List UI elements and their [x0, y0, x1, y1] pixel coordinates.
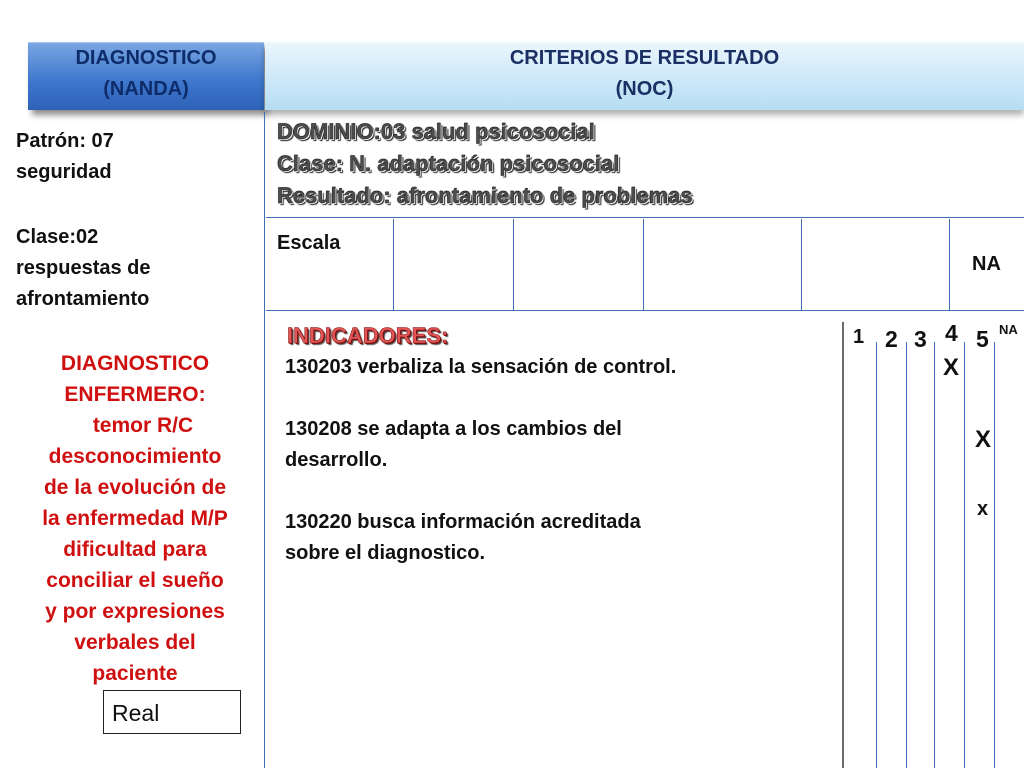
header-left-line1: DIAGNOSTICO	[75, 47, 217, 69]
header-diagnostico-nanda	[28, 42, 264, 110]
noc-dominio: DOMINIO:03 salud psicosocial	[277, 119, 595, 144]
scale-3: 3	[914, 326, 927, 352]
divider-scale-4	[964, 342, 965, 768]
divider-scale-1	[876, 342, 877, 768]
clase-block	[16, 222, 256, 315]
header-left-line2: (NANDA)	[103, 78, 189, 100]
header-right-line2: (NOC)	[615, 78, 674, 100]
patron-block	[16, 126, 256, 188]
noc-dominio-block	[277, 116, 1017, 212]
header-right-line1: CRITERIOS DE RESULTADO	[509, 47, 780, 69]
escala-na-label: NA	[972, 253, 1001, 275]
diag-line: DIAGNOSTICO	[60, 352, 210, 375]
divider-scale-3	[934, 342, 935, 768]
diag-line: dificultad para	[63, 538, 207, 561]
divider-left-column	[264, 112, 265, 768]
divider-escala-4	[801, 219, 802, 310]
mark-indicador-1: X	[943, 354, 960, 381]
divider-escala-bottom	[266, 310, 1024, 311]
patron-line2: seguridad	[16, 161, 112, 183]
divider-escala-2	[513, 219, 514, 310]
real-label-box	[103, 690, 241, 734]
escala-label: Escala	[277, 232, 341, 254]
mark-indicador-3: x	[977, 498, 989, 520]
diag-line: temor R/C	[92, 414, 194, 437]
diag-line: y por expresiones	[45, 600, 225, 623]
diag-line: desconocimiento	[48, 445, 222, 468]
real-label: Real	[112, 700, 160, 726]
clase-line1: Clase:02	[16, 226, 99, 248]
divider-indicadores-right	[842, 322, 844, 768]
indicador-item: 130203 verbaliza la sensación de control.	[285, 356, 677, 378]
diag-line: la enfermedad M/P	[42, 507, 228, 530]
indicador-item: 130220 busca información acreditada	[285, 511, 641, 533]
noc-clase: Clase: N. adaptación psicosocial	[277, 151, 620, 176]
noc-resultado: Resultado: afrontamiento de problemas	[277, 183, 693, 208]
diag-line: de la evolución de	[43, 476, 227, 499]
header-criterios-noc	[265, 42, 1024, 110]
scale-2: 2	[885, 326, 898, 352]
divider-scale-2	[906, 342, 907, 768]
divider-escala-1	[393, 219, 394, 310]
clase-line3: afrontamiento	[16, 288, 150, 310]
indicador-item: desarrollo.	[285, 449, 388, 471]
divider-scale-5	[994, 342, 995, 768]
scale-1: 1	[853, 326, 865, 348]
clase-line2: respuestas de	[16, 257, 151, 279]
divider-escala-3	[643, 219, 644, 310]
diag-line: verbales del	[74, 631, 196, 654]
scale-4: 4	[945, 320, 958, 346]
diagnostico-enfermero	[10, 348, 260, 689]
patron-line1: Patrón: 07	[16, 130, 114, 152]
diag-line: conciliar el sueño	[46, 569, 224, 592]
diag-line: ENFERMERO:	[64, 383, 206, 406]
divider-escala-top	[266, 217, 1024, 218]
indicadores-title: INDICADORES:	[287, 323, 449, 348]
mark-indicador-2: X	[975, 426, 992, 453]
indicadores-list	[285, 352, 835, 569]
indicador-item: sobre el diagnostico.	[285, 542, 486, 564]
indicador-item: 130208 se adapta a los cambios del	[285, 418, 622, 440]
divider-escala-5	[949, 219, 950, 310]
scale-na: NA	[999, 322, 1018, 337]
diag-line: paciente	[92, 662, 178, 685]
scale-5: 5	[976, 326, 989, 352]
